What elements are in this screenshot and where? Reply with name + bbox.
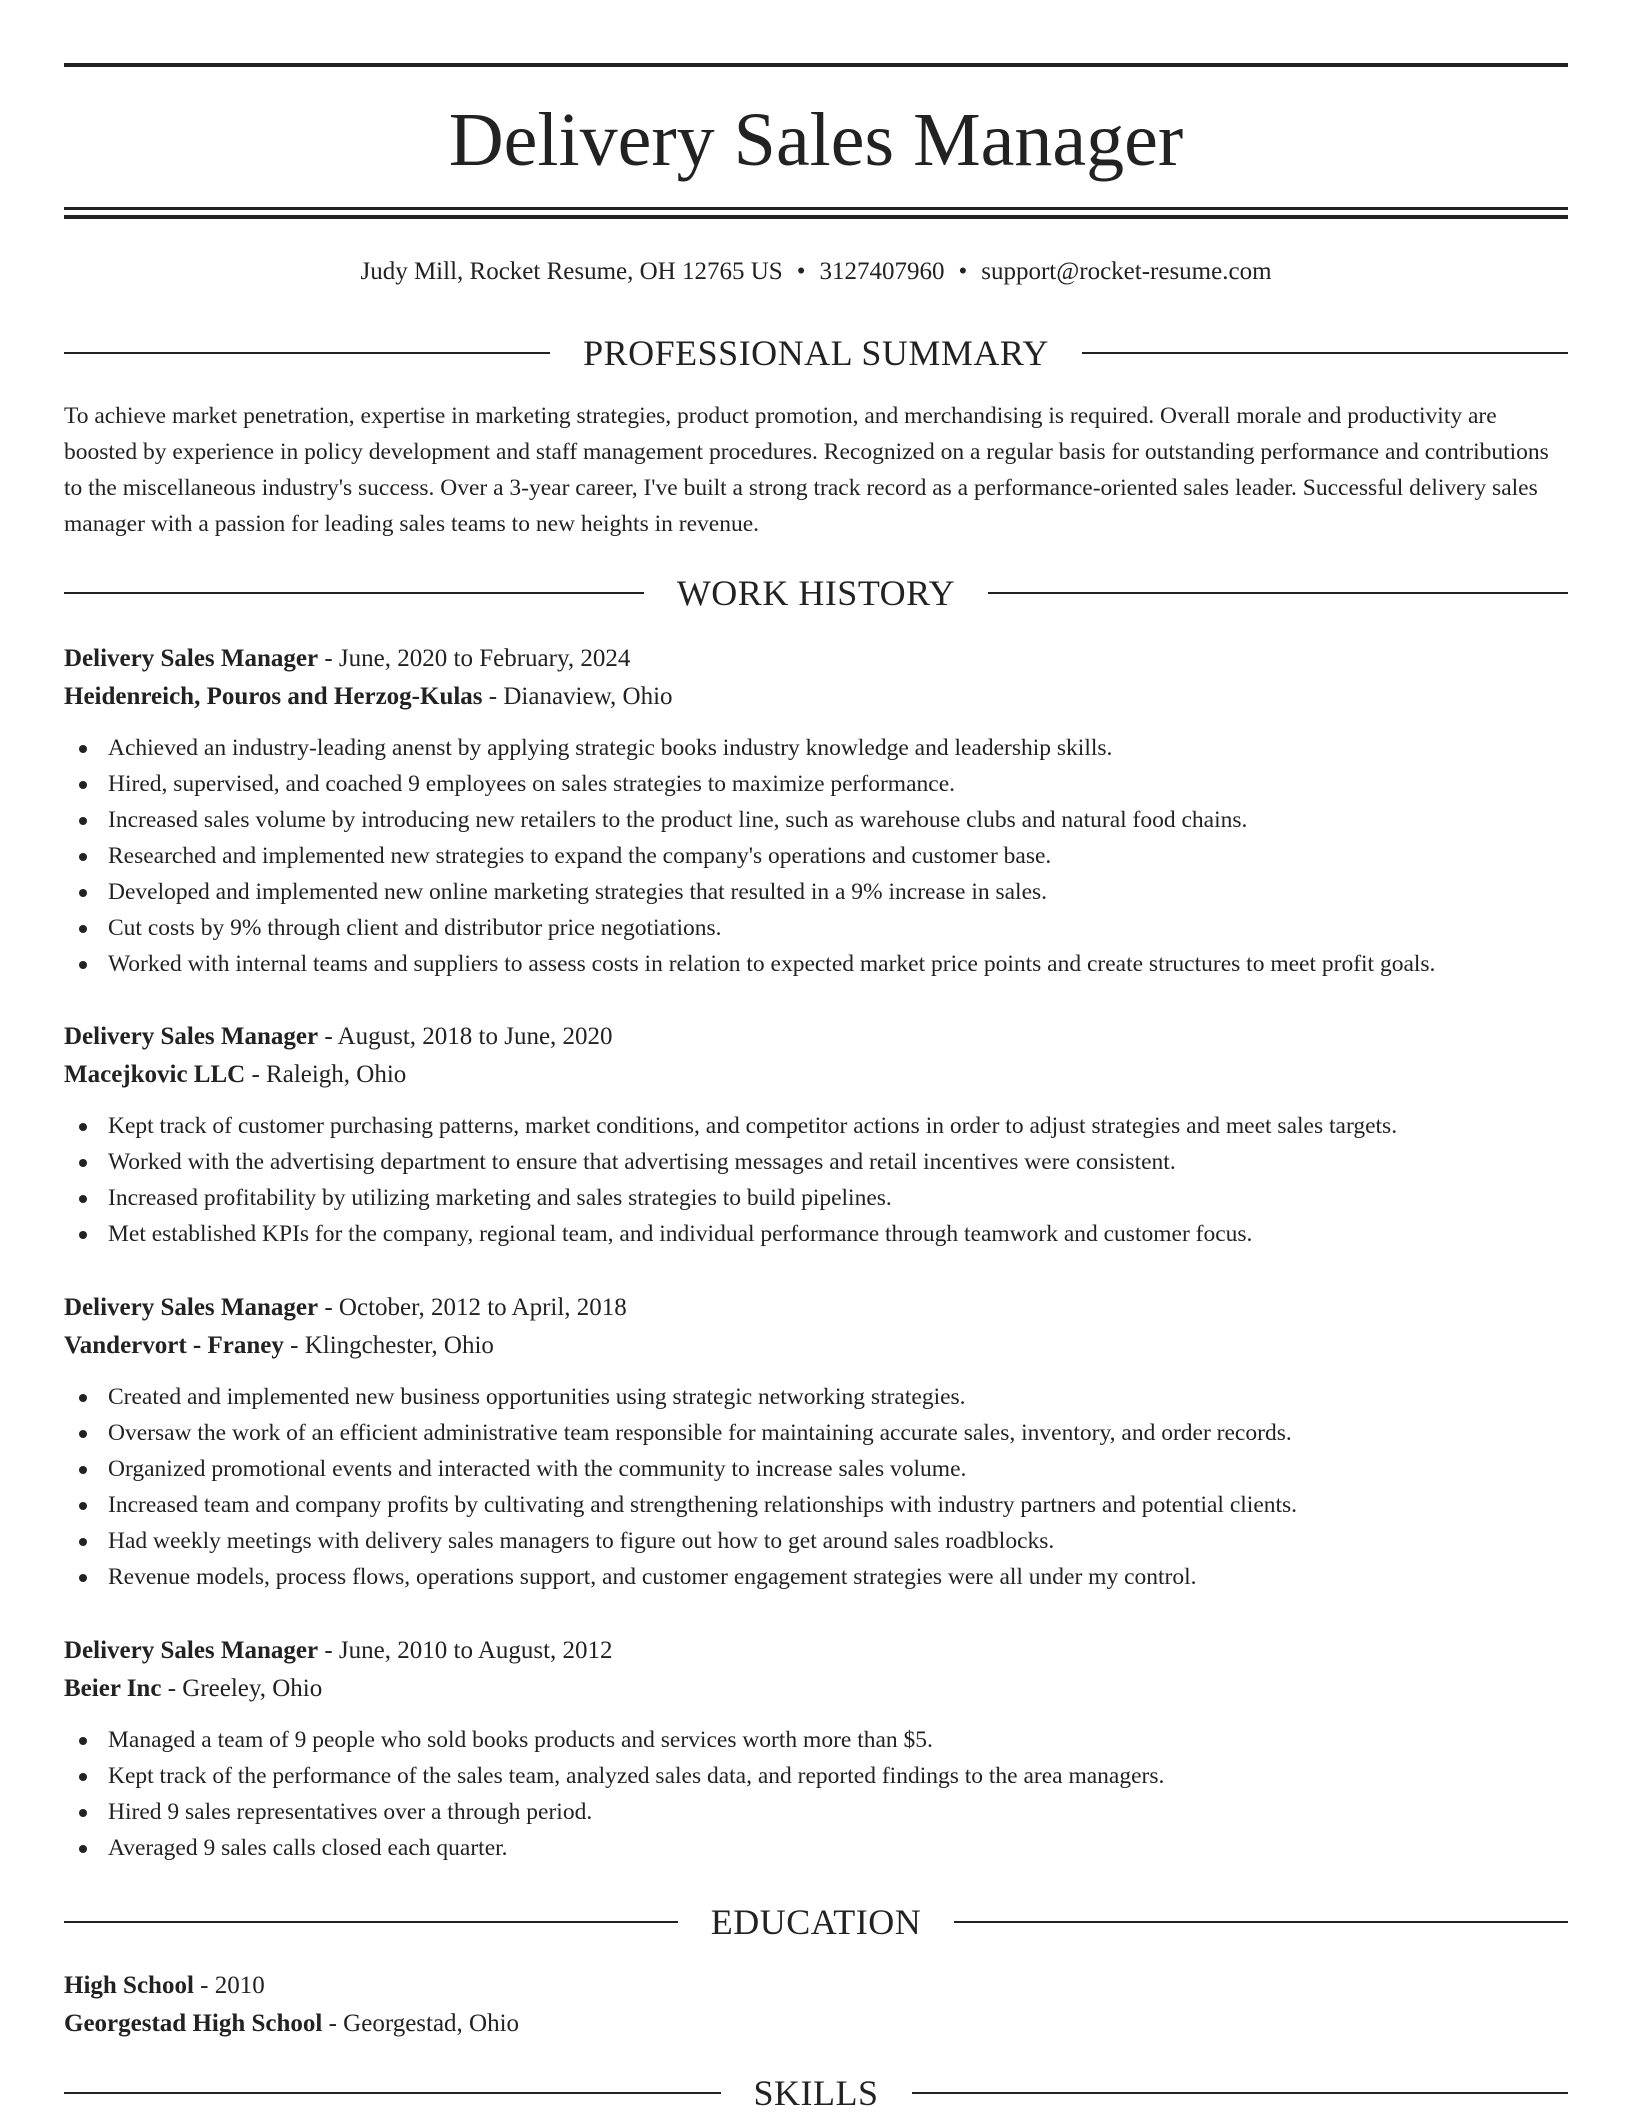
job-entry — [64, 1632, 1568, 1866]
section-title: SKILLS — [753, 2073, 879, 2112]
bullet-text: Worked with the advertising department to ensure that advertising messages and retail incentives were consistent. — [108, 1149, 1176, 1175]
heading-rule-right — [912, 2092, 1569, 2094]
list-item — [64, 946, 1568, 982]
bullet-icon — [79, 961, 87, 969]
bullet-text: Averaged 9 sales calls closed each quarter. — [108, 1835, 508, 1861]
job-title-line — [64, 1632, 1568, 1670]
bullet-icon — [79, 1502, 87, 1510]
contact-separator: • — [958, 258, 968, 285]
bullet-text: Increased team and company profits by cultivating and strengthening relationships with industry partners and potential clients. — [108, 1492, 1298, 1518]
list-item — [64, 1559, 1568, 1595]
job-company: Vandervort - Franey — [64, 1332, 284, 1359]
bullet-text: Achieved an industry-leading anenst by applying strategic books industry knowledge and leadership skills. — [108, 735, 1113, 761]
job-location: - Klingchester, Ohio — [283, 1332, 494, 1359]
section-title: WORK HISTORY — [676, 573, 956, 613]
job-location: - Raleigh, Ohio — [245, 1061, 407, 1088]
bullet-text: Revenue models, process flows, operations support, and customer engagement strategies were all under my control. — [108, 1564, 1197, 1590]
job-title-line — [64, 1289, 1568, 1327]
bullet-text: Researched and implemented new strategies to expand the company's operations and customer base. — [108, 843, 1052, 869]
bullet-text: Had weekly meetings with delivery sales managers to figure out how to get around sales roadblocks. — [108, 1528, 1055, 1554]
contact-phone: 3127407960 — [819, 258, 945, 285]
education-year: - 2010 — [193, 1972, 265, 1999]
education-degree-line — [64, 1967, 1568, 2005]
section-heading-work-history — [64, 570, 1568, 616]
bullet-icon — [79, 1430, 87, 1438]
resume-title: Delivery Sales Manager — [448, 98, 1184, 182]
list-item — [64, 730, 1568, 766]
job-company-line — [64, 1670, 1568, 1708]
bullet-text: Kept track of the performance of the sales team, analyzed sales data, and reported findings to the area managers. — [108, 1763, 1165, 1789]
heading-rule-right — [1082, 352, 1568, 354]
list-item — [64, 838, 1568, 874]
job-title-line — [64, 640, 1568, 678]
heading-rule-left — [64, 1921, 678, 1923]
heading-rule-left — [64, 2092, 721, 2094]
bullet-icon — [79, 925, 87, 933]
list-item — [64, 1487, 1568, 1523]
contact-separator: • — [796, 258, 806, 285]
job-dates: - October, 2012 to April, 2018 — [318, 1294, 627, 1321]
bullet-icon — [79, 889, 87, 897]
education-school-line — [64, 2005, 1568, 2043]
bullet-icon — [79, 1466, 87, 1474]
bullet-text: Met established KPIs for the company, regional team, and individual performance through teamwork and customer focus. — [108, 1221, 1253, 1247]
job-company-line — [64, 1327, 1568, 1365]
heading-rule-left — [64, 352, 550, 354]
bullet-text: Oversaw the work of an efficient administrative team responsible for maintaining accurate sales, inventory, and order records. — [108, 1420, 1292, 1446]
summary-paragraph: To achieve market penetration, expertise in marketing strategies, product promotion, and merchandising is required. Overall morale and productivity are boosted by experience in policy development and staff management procedures. Recognized on a regular basis for outstanding performance and contributions to the miscellaneous industry's success. Over a 3-year career, I've built a strong track record as a performance-oriented sales leader. Successful delivery sales manager with a passion for leading sales teams to new heights in revenue. — [64, 403, 1549, 537]
bullet-icon — [79, 745, 87, 753]
education-degree: High School — [64, 1972, 194, 1999]
heading-rule-right — [954, 1921, 1568, 1923]
bullet-icon — [79, 817, 87, 825]
bullet-icon — [79, 1809, 87, 1817]
bullet-text: Cut costs by 9% through client and distributor price negotiations. — [108, 915, 722, 941]
list-item — [64, 1144, 1568, 1180]
contact-email: support@rocket-resume.com — [981, 258, 1272, 285]
bullet-text: Hired 9 sales representatives over a through period. — [108, 1799, 593, 1825]
list-item — [64, 910, 1568, 946]
job-company-line — [64, 678, 1568, 716]
bullet-text: Developed and implemented new online marketing strategies that resulted in a 9% increase in sales. — [108, 879, 1048, 905]
section-heading-education — [64, 1899, 1568, 1945]
bullet-icon — [79, 1773, 87, 1781]
job-bullets — [64, 730, 1568, 982]
list-item — [64, 1108, 1568, 1144]
bullet-text: Increased profitability by utilizing marketing and sales strategies to build pipelines. — [108, 1185, 892, 1211]
section-heading-summary — [64, 330, 1568, 376]
job-company: Heidenreich, Pouros and Herzog-Kulas — [64, 683, 483, 710]
list-item — [64, 802, 1568, 838]
job-bullets — [64, 1722, 1568, 1866]
header-top-rule — [64, 63, 1568, 67]
list-item — [64, 1830, 1568, 1866]
education-location: - Georgestad, Ohio — [322, 2010, 520, 2037]
header-double-rule-upper — [64, 207, 1568, 210]
education-school: Georgestad High School — [64, 2010, 323, 2037]
bullet-icon — [79, 1538, 87, 1546]
job-title: Delivery Sales Manager — [64, 1637, 319, 1664]
bullet-icon — [79, 1394, 87, 1402]
list-item — [64, 1415, 1568, 1451]
bullet-icon — [79, 1737, 87, 1745]
job-entry — [64, 1018, 1568, 1252]
list-item — [64, 766, 1568, 802]
list-item — [64, 1794, 1568, 1830]
bullet-icon — [79, 1574, 87, 1582]
job-title: Delivery Sales Manager — [64, 1023, 319, 1050]
bullet-text: Managed a team of 9 people who sold books products and services worth more than $5. — [108, 1727, 933, 1753]
job-location: - Dianaview, Ohio — [482, 683, 673, 710]
section-title: PROFESSIONAL SUMMARY — [583, 333, 1049, 373]
bullet-icon — [79, 1195, 87, 1203]
job-dates: - August, 2018 to June, 2020 — [318, 1023, 613, 1050]
list-item — [64, 1379, 1568, 1415]
education-entry — [64, 1967, 1568, 2043]
list-item — [64, 1451, 1568, 1487]
job-company: Macejkovic LLC — [64, 1061, 246, 1088]
job-dates: - June, 2010 to August, 2012 — [318, 1637, 613, 1664]
bullet-text: Increased sales volume by introducing new retailers to the product line, such as warehouse clubs and natural food chains. — [108, 807, 1248, 833]
bullet-text: Organized promotional events and interacted with the community to increase sales volume. — [108, 1456, 967, 1482]
job-dates: - June, 2020 to February, 2024 — [318, 645, 631, 672]
job-title-line — [64, 1018, 1568, 1056]
job-company: Beier Inc — [64, 1675, 162, 1702]
list-item — [64, 1523, 1568, 1559]
list-item — [64, 1758, 1568, 1794]
job-bullets — [64, 1108, 1568, 1252]
bullet-icon — [79, 1845, 87, 1853]
bullet-icon — [79, 853, 87, 861]
job-title: Delivery Sales Manager — [64, 645, 319, 672]
bullet-icon — [79, 1159, 87, 1167]
bullet-text: Worked with internal teams and suppliers to assess costs in relation to expected market price points and create structures to meet profit goals. — [108, 951, 1436, 977]
job-entry — [64, 1289, 1568, 1595]
job-company-line — [64, 1056, 1568, 1094]
section-heading-skills — [64, 2070, 1568, 2112]
list-item — [64, 1722, 1568, 1758]
header-double-rule-lower — [64, 215, 1568, 219]
contact-line — [64, 254, 1568, 290]
list-item — [64, 874, 1568, 910]
bullet-text: Hired, supervised, and coached 9 employees on sales strategies to maximize performance. — [108, 771, 955, 797]
bullet-text: Created and implemented new business opportunities using strategic networking strategies. — [108, 1384, 966, 1410]
contact-address: Judy Mill, Rocket Resume, OH 12765 US — [360, 258, 783, 285]
list-item — [64, 1180, 1568, 1216]
heading-rule-right — [988, 592, 1568, 594]
job-title: Delivery Sales Manager — [64, 1294, 319, 1321]
job-entry — [64, 640, 1568, 982]
bullet-icon — [79, 1123, 87, 1131]
bullet-icon — [79, 1231, 87, 1239]
job-location: - Greeley, Ohio — [161, 1675, 323, 1702]
bullet-icon — [79, 781, 87, 789]
job-bullets — [64, 1379, 1568, 1595]
section-title: EDUCATION — [710, 1902, 922, 1942]
heading-rule-left — [64, 592, 644, 594]
list-item — [64, 1216, 1568, 1252]
bullet-text: Kept track of customer purchasing patterns, market conditions, and competitor actions in order to adjust strategies and meet sales targets. — [108, 1113, 1398, 1139]
